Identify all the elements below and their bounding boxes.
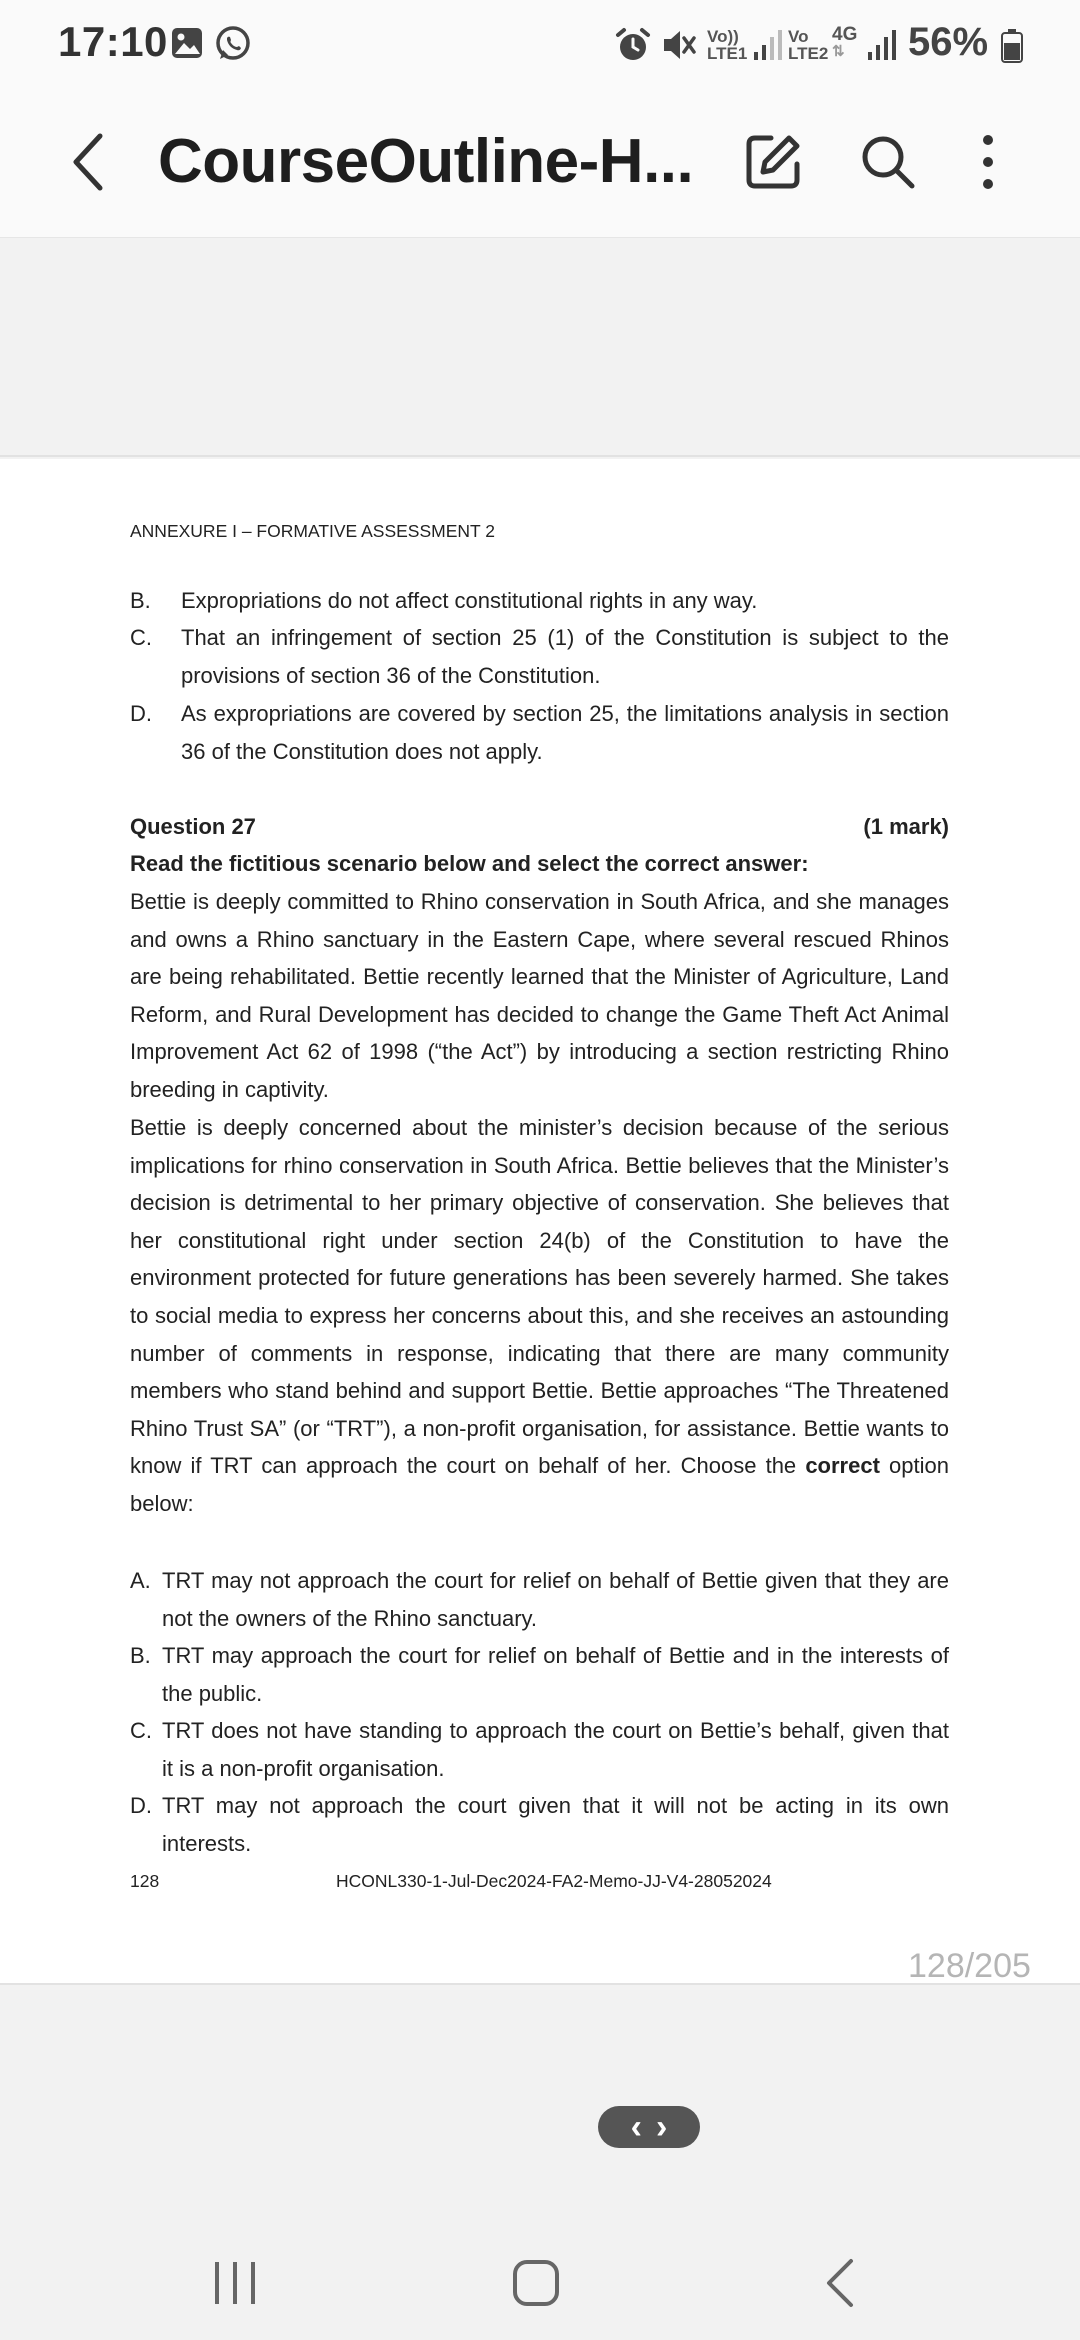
answer-option-c: C. TRT does not have standing to approach the court on Bettie’s behalf, given that it is a non-profit organisation. xyxy=(130,1718,949,1781)
question-marks: (1 mark) xyxy=(863,814,949,839)
signal-icon xyxy=(752,28,782,62)
system-navigation-bar xyxy=(0,2230,1080,2340)
annex-header: ANNEXURE I – FORMATIVE ASSESSMENT 2 xyxy=(130,521,495,541)
recents-icon xyxy=(213,2260,257,2306)
battery-percent: 56% xyxy=(908,20,989,64)
back-button[interactable] xyxy=(46,120,130,204)
home-icon xyxy=(512,2259,560,2307)
pdf-page[interactable] xyxy=(0,459,1080,1985)
search-button[interactable] xyxy=(846,120,930,204)
whatsapp-icon xyxy=(214,25,252,63)
more-options-button[interactable] xyxy=(946,120,1030,204)
document-title: CourseOutline-H... xyxy=(158,127,694,196)
scenario-paragraph-1: Bettie is deeply committed to Rhino conservation in South Africa, and she manages and owns a Rhino sanctuary in the Eastern Cape, where several rescued Rhinos are being rehabilitated. Bettie recently learned that the Minister of Agriculture, Land Reform, and Rural Development has decided to change the Game Theft Act Animal Improvement Act 62 of 1998 (“the Act”) by introducing a section restricting Rhino breeding in captivity. xyxy=(130,889,949,1102)
status-bar xyxy=(0,0,1080,90)
mute-icon xyxy=(660,26,698,64)
sim2-label: Vo LTE2 xyxy=(788,27,829,63)
question-instruction: Read the fictitious scenario below and select the correct answer: xyxy=(130,851,809,876)
network-type: 4G ⇅ xyxy=(832,24,858,60)
scenario-paragraph-2: Bettie is deeply concerned about the minister’s decision because of the serious implications for rhino conservation in South Africa. Bettie believes that the Minister’s decision is detrimental to her primary objective of conservation. She believes that her constitutional right under section 24(b) of the Constitution to have the environment protected for future generations has been severely harmed. She takes to social media to express her concerns about this, and she receives an astounding number of comments in response, indicating that there are many community members who stand behind and support Bettie. Bettie approaches “The Threatened Rhino Trust SA” (or “TRT”), a non-profit organisation, for assistance. Bettie wants to know if TRT can approach the court on behalf of her. Choose the correct option below: xyxy=(130,1115,949,1516)
question-title: Question 27 (1 mark) xyxy=(130,808,949,846)
alarm-icon xyxy=(614,26,652,64)
status-time: 17:10 xyxy=(58,18,168,65)
more-vert-icon xyxy=(978,132,998,192)
footer-document-code: HCONL330-1-Jul-Dec2024-FA2-Memo-JJ-V4-28052024 xyxy=(336,1871,772,1891)
footer-page-number: 128 xyxy=(130,1871,160,1891)
system-back-button[interactable] xyxy=(795,2238,885,2328)
answer-option-b: B. TRT may approach the court for relief on behalf of Bettie and in the interests of the public. xyxy=(130,1643,949,1706)
prev-page-button[interactable]: ‹ xyxy=(630,2108,642,2146)
signal-icon xyxy=(866,28,898,62)
sim1-label: Vo)) LTE1 xyxy=(707,27,748,63)
gallery-icon xyxy=(170,26,204,60)
page-nav-pill xyxy=(598,2106,700,2148)
back-icon xyxy=(825,2258,855,2308)
prev-option-d: D. As expropriations are covered by section 25, the limitations analysis in section 36 of the Constitution does not apply. xyxy=(130,701,949,764)
answer-option-d: D. TRT may not approach the court given that it will not be acting in its own interests. xyxy=(130,1793,949,1856)
prev-option-c: C. That an infringement of section 25 (1) of the Constitution is subject to the provisions of section 36 of the Constitution. xyxy=(130,625,949,688)
back-arrow-icon xyxy=(68,132,108,192)
page-gap xyxy=(0,239,1080,457)
search-icon xyxy=(858,132,918,192)
edit-icon xyxy=(743,132,803,192)
prev-option-b: B. Expropriations do not affect constitutional rights in any way. xyxy=(130,588,758,613)
app-bar xyxy=(0,90,1080,238)
answer-option-a: A. TRT may not approach the court for relief on behalf of Bettie given that they are not the owners of the Rhino sanctuary. xyxy=(130,1568,949,1631)
home-button[interactable] xyxy=(491,2238,581,2328)
recents-button[interactable] xyxy=(190,2238,280,2328)
page-indicator: 128/205 xyxy=(908,1947,1031,1985)
next-page-button[interactable]: › xyxy=(656,2108,668,2146)
edit-button[interactable] xyxy=(731,120,815,204)
battery-icon xyxy=(1000,28,1024,64)
